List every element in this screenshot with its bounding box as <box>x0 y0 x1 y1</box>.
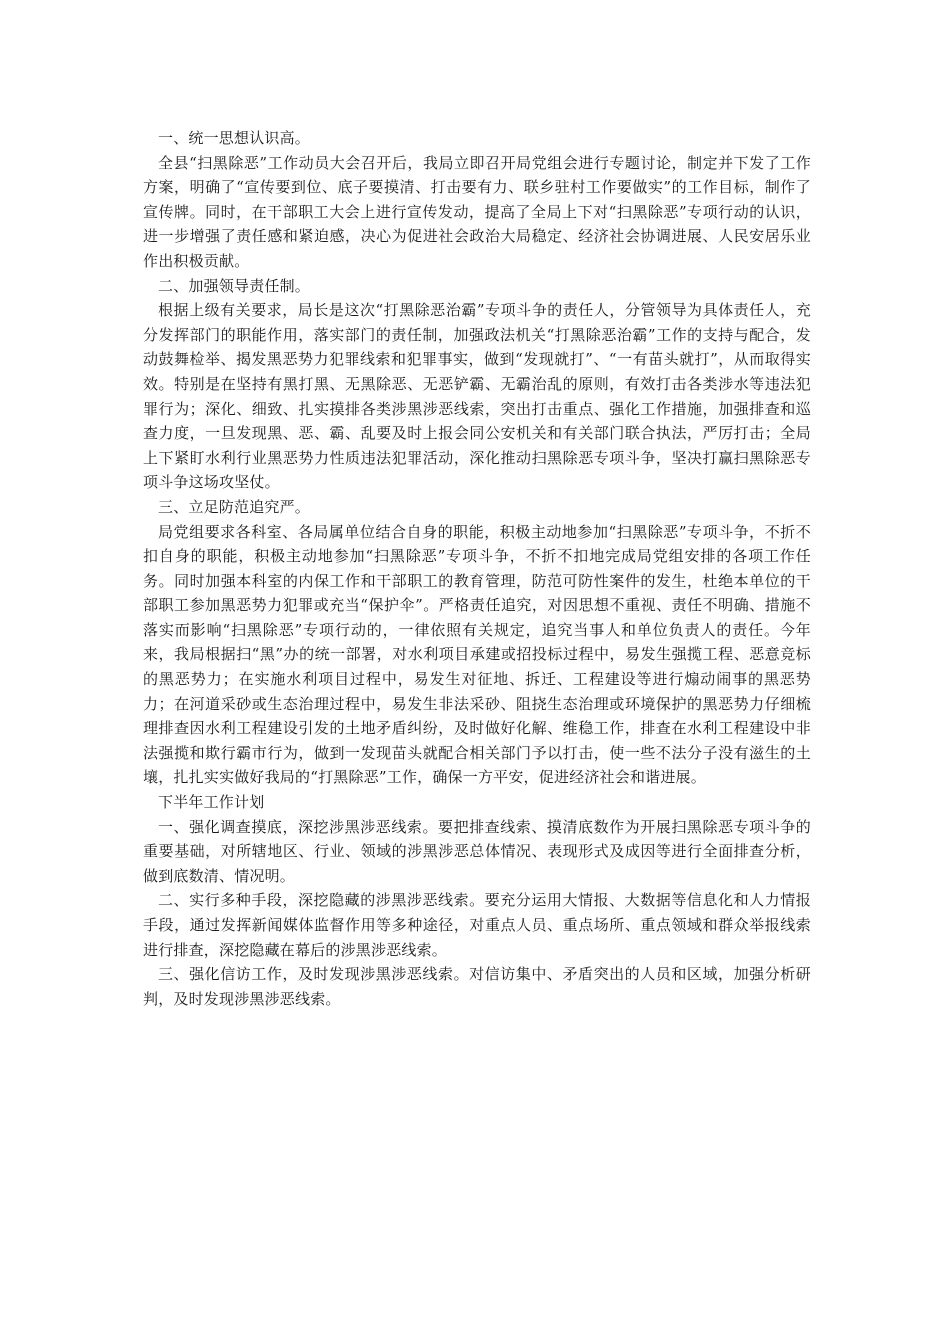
section-heading-2: 二、加强领导责任制。 <box>158 276 311 295</box>
plan-heading: 下半年工作计划 <box>158 793 265 812</box>
plan-item-3: 三、强化信访工作，及时发现涉黑涉恶线索。对信访集中、矛盾突出的人员和区域，加强分析研判，及时发现涉黑涉恶线索。 <box>143 965 811 1008</box>
paragraph-1: 全县“扫黑除恶”工作动员大会召开后，我局立即召开局党组会进行专题讨论，制定并下发了工作方案，明确了“宣传要到位、底子要摸清、打击要有力、联乡驻村工作要做实”的工作目标，制作了宣传牌。同时，在干部职工大会上进行宣传发动，提高了全局上下对“扫黑除恶”专项行动的认识，进一步增强了责任感和紧迫感，决心为促进社会政治大局稳定、经济社会协调进展、人民安居乐业作出积极贡献。 <box>143 153 811 270</box>
paragraph-2: 根据上级有关要求，局长是这次“打黑除恶治霸”专项斗争的责任人，分管领导为具体责任人，充分发挥部门的职能作用，落实部门的责任制，加强政法机关“打黑除恶治霸”工作的支持与配合，发动鼓舞检举、揭发黑恶势力犯罪线索和犯罪事实，做到“发现就打”、“一有苗头就打”，从而取得实效。特别是在坚持有黑打黑、无黑除恶、无恶铲霸、无霸治乱的原则，有效打击各类涉水等违法犯罪行为；深化、细致、扎实摸排各类涉黑涉恶线索，突出打击重点、强化工作措施，加强排查和巡查力度，一旦发现黑、恶、霸、乱要及时上报会同公安机关和有关部门联合执法，严厉打击；全局上下紧盯水利行业黑恶势力性质违法犯罪活动，深化推动扫黑除恶专项斗争，坚决打赢扫黑除恶专项斗争这场攻坚仗。 <box>143 301 811 492</box>
section-heading-1: 一、统一思想认识高。 <box>158 129 311 147</box>
document-body <box>143 126 811 1011</box>
paragraph-3: 局党组要求各科室、各局属单位结合自身的职能，积极主动地参加“扫黑除恶”专项斗争，不折不扣自身的职能，积极主动地参加“扫黑除恶”专项斗争，不折不扣地完成局党组安排的各项工作任务。同时加强本科室的内保工作和干部职工的教育管理，防范可防性案件的发生，杜绝本单位的干部职工参加黑恶势力犯罪或充当“保护伞”。严格责任追究，对因思想不重视、责任不明确、措施不落实而影响“扫黑除恶”专项行动的，一律依照有关规定，追究当事人和单位负责人的责任。今年来，我局根据扫“黑”办的统一部署，对水利项目承建或招投标过程中，易发生强揽工程、恶意竞标的黑恶势力；在实施水利项目过程中，易发生对征地、拆迁、工程建设等进行煽动闹事的黑恶势力；在河道采砂或生态治理过程中，易发生非法采砂、阻挠生态治理或环境保护的黑恶势力仔细梳理排查因水利工程建设引发的土地矛盾纠纷，及时做好化解、维稳工作，排查在水利工程建设中非法强揽和欺行霸市行为，做到一发现苗头就配合相关部门予以打击，使一些不法分子没有滋生的土壤，扎扎实实做好我局的“打黑除恶”工作，确保一方平安，促进经济社会和谐进展。 <box>143 522 811 787</box>
section-heading-3: 三、立足防范追究严。 <box>158 497 311 516</box>
plan-item-2: 二、实行多种手段，深挖隐藏的涉黑涉恶线索。要充分运用大情报、大数据等信息化和人力情报手段，通过发挥新闻媒体监督作用等多种途径，对重点人员、重点场所、重点领域和群众举报线索进行排查，深挖隐藏在幕后的涉黑涉恶线索。 <box>143 891 811 959</box>
plan-item-1: 一、强化调查摸底，深挖涉黑涉恶线索。要把排查线索、摸清底数作为开展扫黑除恶专项斗争的重要基础，对所辖地区、行业、领域的涉黑涉恶总体情况、表现形式及成因等进行全面排查分析，做到底数清、情况明。 <box>143 817 811 885</box>
